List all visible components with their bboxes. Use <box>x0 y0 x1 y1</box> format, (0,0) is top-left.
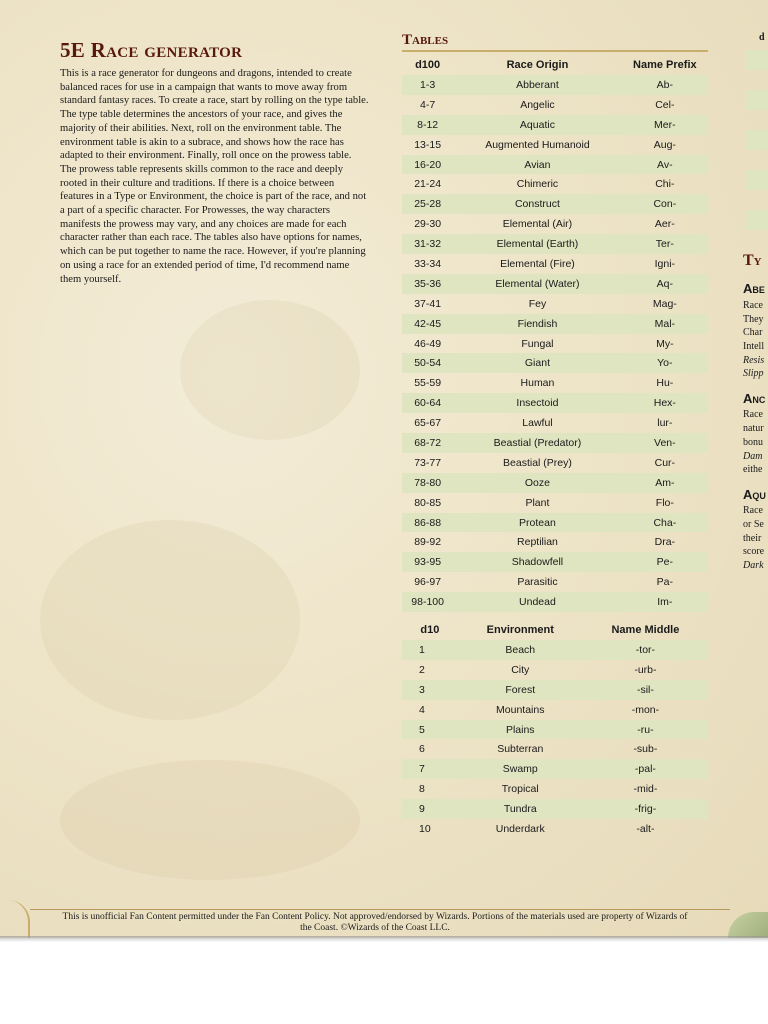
table-row <box>402 433 708 453</box>
table-cell: Insectoid <box>453 393 621 413</box>
table-cell: 86-88 <box>402 513 453 533</box>
table-cell: Pe- <box>622 552 708 572</box>
table-cell: Elemental (Earth) <box>453 234 621 254</box>
header-name-prefix: Name Prefix <box>633 58 697 71</box>
text-fragment: Resis <box>743 355 765 366</box>
table-row <box>402 473 708 493</box>
page-shadow <box>0 936 768 942</box>
table-cell: Igni- <box>654 257 676 270</box>
table-cell: Ter- <box>622 234 708 254</box>
table-cell: Cel- <box>655 98 675 111</box>
table-cell: Hex- <box>622 393 708 413</box>
table-cell: 10 <box>419 822 431 835</box>
table-cell: -pal- <box>583 759 708 779</box>
text-fragment: Char <box>743 327 763 338</box>
table-cell: Aug- <box>653 138 676 151</box>
table-cell: 1-3 <box>402 75 453 95</box>
subsection-title-fragment: Abe <box>743 281 765 296</box>
table-cell: 4 <box>419 703 425 716</box>
table-cell: City <box>511 663 530 676</box>
table-cell: Am- <box>622 473 708 493</box>
table-cell: 89-92 <box>414 536 442 549</box>
table-row <box>402 254 708 274</box>
table-row <box>402 640 708 660</box>
table-cell: 93-95 <box>402 552 453 572</box>
table-cell: 2 <box>419 663 425 676</box>
header-race-origin: Race Origin <box>506 58 569 71</box>
subsection-title-fragment: Anc <box>743 391 766 406</box>
table-cell: Yo- <box>622 353 708 373</box>
text-fragment: Dam <box>743 451 763 462</box>
table-row <box>402 552 708 572</box>
text-fragment: Race <box>743 505 763 516</box>
table-row <box>402 700 708 720</box>
table-cell: Mag- <box>652 297 677 310</box>
table-row <box>402 214 708 234</box>
table-cell: 96-97 <box>414 576 442 589</box>
next-column-partial <box>743 0 768 938</box>
table-cell: Cur- <box>654 456 676 469</box>
table-cell: Cha- <box>622 513 708 533</box>
table-cell: Aer- <box>654 218 675 231</box>
table-cell: 7 <box>402 759 458 779</box>
table-cell: Tundra <box>458 799 583 819</box>
table-cell: lur- <box>657 417 673 430</box>
table-cell: -mon- <box>631 703 660 716</box>
table-cell: 4-7 <box>420 98 436 111</box>
row-fragment <box>745 210 768 230</box>
table-header-row <box>402 54 708 75</box>
table-cell: Beastial (Prey) <box>503 456 572 469</box>
table-cell: 35-36 <box>402 274 453 294</box>
table-cell: Dra- <box>654 536 676 549</box>
table-row <box>402 393 708 413</box>
table-cell: Ven- <box>622 433 708 453</box>
table-cell: Con- <box>622 194 708 214</box>
table-cell: Shadowfell <box>453 552 621 572</box>
table-row <box>402 532 708 552</box>
table-cell: 65-67 <box>414 417 442 430</box>
table-cell: 50-54 <box>402 353 453 373</box>
table-cell: 6 <box>419 743 425 756</box>
table-cell: -ru- <box>583 720 708 740</box>
table-cell: 25-28 <box>402 194 453 214</box>
table-cell: Pa- <box>656 576 673 589</box>
table-row <box>402 513 708 533</box>
intro-paragraph: This is a race generator for dungeons and dragons, intended to create balanced races for use in a campaign that wants to move away from standard fantasy races. To create a race, start by rolling on the type table. The type table determines the ancestors of your race, and gives the majority of their abilities. Next, roll on the environment table. The environment table is akin to a subrace, and shows how the race has adapted to their environment. Finally, roll once on the prowess table. The prowess table represents skills common to the race and deeply rooted in their culture and traditions. If there is a choice between features in a Type or Environment, the choice is part of the race, and not a part of a specific character. For Prowesses, the way characters manifests the prowess may vary, and any choices are made for each character rather than each race. The tables also have options for names, which can be put together to name the race. However, if you're planning on using a race for an extended period of time, I'd recommend name them yourself. <box>60 68 369 285</box>
table-cell: Mountains <box>496 703 545 716</box>
table-cell: Lawful <box>522 417 553 430</box>
tables-heading: Tables <box>402 32 708 52</box>
table-cell: 80-85 <box>414 496 442 509</box>
table-cell: Augmented Humanoid <box>485 138 590 151</box>
page-corner-leaf <box>728 912 768 938</box>
table-cell: Undead <box>453 592 621 612</box>
table-cell: Mal- <box>622 314 708 334</box>
table-cell: Construct <box>453 194 621 214</box>
table-cell: Elemental (Fire) <box>500 257 575 270</box>
header-name-middle: Name Middle <box>611 623 680 636</box>
text-fragment: eithe <box>743 464 763 475</box>
table-cell: Plains <box>458 720 583 740</box>
table-cell: 21-24 <box>414 178 442 191</box>
column-header-fragment: d <box>759 32 765 43</box>
table-cell: -mid- <box>633 783 658 796</box>
text-fragment: natur <box>743 423 764 434</box>
table-cell: Ooze <box>453 473 621 493</box>
table-cell: 37-41 <box>414 297 442 310</box>
table-row <box>402 680 708 700</box>
table-cell: Flo- <box>655 496 674 509</box>
text-fragment: Race <box>743 300 763 311</box>
table-row <box>402 75 708 95</box>
table-row <box>402 194 708 214</box>
footer-divider <box>30 909 730 910</box>
table-row <box>402 739 708 759</box>
table-cell: Swamp <box>458 759 583 779</box>
table-cell: 13-15 <box>414 138 442 151</box>
table-cell: Human <box>520 377 555 390</box>
table-header-row <box>402 619 708 640</box>
table-cell: 68-72 <box>402 433 453 453</box>
table-row <box>402 453 708 473</box>
table-cell: Giant <box>453 353 621 373</box>
table-cell: My- <box>656 337 674 350</box>
table-cell: -tor- <box>583 640 708 660</box>
table-cell: 33-34 <box>414 257 442 270</box>
text-fragment: bonu <box>743 437 763 448</box>
table-cell: 78-80 <box>402 473 453 493</box>
text-fragment: score <box>743 546 765 557</box>
table-row <box>402 779 708 799</box>
table-cell: 9 <box>402 799 458 819</box>
table-cell: Tropical <box>501 783 539 796</box>
table-cell: Hu- <box>656 377 674 390</box>
table-cell: Im- <box>622 592 708 612</box>
table-cell: 8-12 <box>402 115 453 135</box>
table-cell: Protean <box>453 513 621 533</box>
table-cell: 60-64 <box>402 393 453 413</box>
text-fragment: Intell <box>743 341 765 352</box>
header-d10: d10 <box>420 623 440 636</box>
header-environment: Environment <box>486 623 554 636</box>
table-cell: Beach <box>458 640 583 660</box>
table-cell: Abberant <box>453 75 621 95</box>
table-row <box>402 799 708 819</box>
row-fragment <box>745 90 768 110</box>
table-cell: Plant <box>525 496 550 509</box>
table-row <box>402 660 708 680</box>
paper-stain <box>40 520 300 720</box>
table-cell: Elemental (Water) <box>453 274 621 294</box>
table-cell: 29-30 <box>414 218 442 231</box>
table-cell: 3 <box>402 680 458 700</box>
table-row <box>402 294 708 314</box>
race-origin-table <box>402 54 708 612</box>
page-title: 5E Race generator <box>60 38 243 62</box>
text-fragment: or Se <box>743 519 764 530</box>
table-row <box>402 819 708 839</box>
section-heading-fragment: Ty <box>743 252 762 269</box>
page-corner-ornament <box>0 900 30 938</box>
table-cell: 46-49 <box>414 337 442 350</box>
table-cell: -frig- <box>583 799 708 819</box>
table-cell: 8 <box>419 783 425 796</box>
table-cell: Avian <box>453 155 621 175</box>
table-row <box>402 135 708 155</box>
table-cell: Elemental (Air) <box>502 218 573 231</box>
table-cell: Angelic <box>520 98 555 111</box>
table-row <box>402 720 708 740</box>
table-cell: -urb- <box>634 663 657 676</box>
table-row <box>402 274 708 294</box>
text-fragment: Race <box>743 409 763 420</box>
table-cell: 1 <box>402 640 458 660</box>
text-fragment: Dark <box>743 560 764 571</box>
table-row <box>402 115 708 135</box>
row-fragment <box>745 50 768 70</box>
environment-table <box>402 619 708 839</box>
table-row <box>402 334 708 354</box>
table-row <box>402 353 708 373</box>
text-fragment: They <box>743 314 764 325</box>
table-row <box>402 413 708 433</box>
table-row <box>402 95 708 115</box>
table-row <box>402 572 708 592</box>
table-cell: 42-45 <box>402 314 453 334</box>
table-cell: -alt- <box>636 822 655 835</box>
table-cell: 5 <box>402 720 458 740</box>
table-cell: -sub- <box>633 743 658 756</box>
table-row <box>402 592 708 612</box>
text-fragment: Slipp <box>743 368 764 379</box>
table-cell: Underdark <box>495 822 545 835</box>
row-fragment <box>745 130 768 150</box>
table-cell: Chi- <box>655 178 675 191</box>
subsection-title-fragment: Aqu <box>743 487 766 502</box>
table-cell: 73-77 <box>414 456 442 469</box>
table-cell: Av- <box>622 155 708 175</box>
row-fragment <box>745 170 768 190</box>
table-cell: Fungal <box>521 337 554 350</box>
paper-stain <box>180 300 360 440</box>
table-cell: 98-100 <box>402 592 453 612</box>
table-cell: Ab- <box>622 75 708 95</box>
table-row <box>402 174 708 194</box>
table-cell: -sil- <box>583 680 708 700</box>
table-row <box>402 314 708 334</box>
table-cell: Mer- <box>622 115 708 135</box>
table-cell: 16-20 <box>402 155 453 175</box>
table-row <box>402 234 708 254</box>
table-row <box>402 759 708 779</box>
table-cell: Beastial (Predator) <box>453 433 621 453</box>
table-cell: Aq- <box>622 274 708 294</box>
table-row <box>402 373 708 393</box>
footer-legal-text: This is unofficial Fan Content permitted under the Fan Content Policy. Not approved/endorsed by Wizards. Portions of the materials used are property of Wizards of the Coast. ©Wizards of the Coast LLC. <box>62 912 688 933</box>
table-cell: Aquatic <box>453 115 621 135</box>
table-cell: 55-59 <box>414 377 442 390</box>
paper-stain <box>60 760 360 880</box>
header-d100: d100 <box>415 58 441 71</box>
text-fragment: their <box>743 533 762 544</box>
table-row <box>402 493 708 513</box>
table-cell: Forest <box>458 680 583 700</box>
table-cell: Chimeric <box>516 178 559 191</box>
table-cell: 31-32 <box>402 234 453 254</box>
table-cell: Fiendish <box>453 314 621 334</box>
table-cell: Fey <box>528 297 547 310</box>
table-cell: Parasitic <box>517 576 558 589</box>
table-cell: Subterran <box>497 743 544 756</box>
table-row <box>402 155 708 175</box>
table-cell: Reptilian <box>517 536 558 549</box>
